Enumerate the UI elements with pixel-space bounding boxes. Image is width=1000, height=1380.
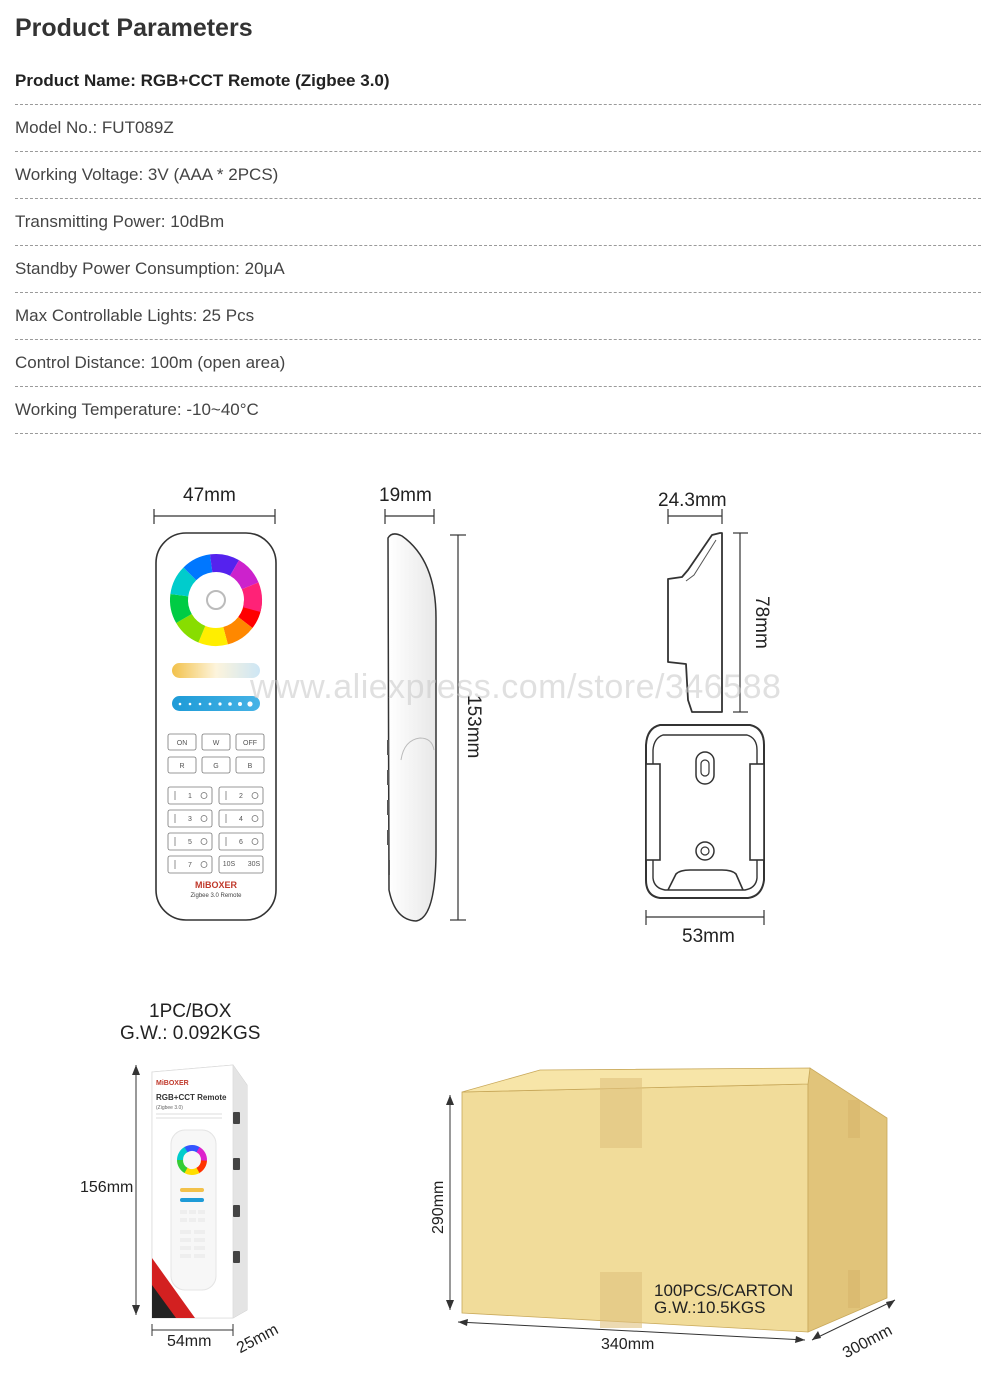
remote-front-drawing bbox=[154, 509, 276, 920]
btn-on: ON bbox=[176, 740, 188, 747]
param-row-distance: Control Distance: 100m (open area) bbox=[15, 340, 981, 387]
btn-zone-2: 2 bbox=[239, 793, 243, 800]
carton-height-label: 290mm bbox=[430, 1180, 447, 1234]
btn-b: B bbox=[247, 763, 253, 770]
btn-zone-1: 1 bbox=[188, 793, 192, 800]
watermark-text: www.aliexpress.com/store/346588 bbox=[250, 668, 782, 706]
param-row-power: Transmitting Power: 10dBm bbox=[15, 199, 981, 246]
box-product-subtitle: (Zigbee 3.0) bbox=[156, 1105, 183, 1111]
btn-zone-6: 6 bbox=[239, 839, 243, 846]
holder-height-label: 78mm bbox=[751, 596, 772, 649]
carton-length-label: 340mm bbox=[601, 1336, 655, 1353]
carton-depth-label: 300mm bbox=[840, 1321, 896, 1363]
param-row-standby: Standby Power Consumption: 20μA bbox=[15, 246, 981, 293]
btn-zone-4: 4 bbox=[239, 816, 243, 823]
btn-off: OFF bbox=[243, 740, 257, 747]
param-row-product-name: Product Name: RGB+CCT Remote (Zigbee 3.0) bbox=[15, 58, 981, 105]
box-height-label: 156mm bbox=[80, 1179, 134, 1196]
carton-weight-label: G.W.:10.5KGS bbox=[654, 1298, 766, 1317]
remote-model-text: Zigbee 3.0 Remote bbox=[190, 893, 242, 899]
box-product-name: RGB+CCT Remote bbox=[156, 1093, 227, 1102]
box-qty-label: 1PC/BOX bbox=[149, 1001, 232, 1022]
cct-slider-icon bbox=[172, 663, 260, 678]
holder-width-label: 53mm bbox=[682, 926, 735, 947]
btn-zone-7: 7 bbox=[188, 862, 192, 869]
btn-r: R bbox=[179, 763, 185, 770]
remote-side-drawing bbox=[385, 509, 466, 921]
btn-w: W bbox=[212, 740, 220, 747]
param-row-lights: Max Controllable Lights: 25 Pcs bbox=[15, 293, 981, 340]
btn-timer-30s: 30S bbox=[247, 861, 261, 868]
remote-height-label: 153mm bbox=[463, 695, 484, 759]
remote-brand-logo: MiBOXER bbox=[194, 880, 238, 890]
holder-depth-label: 24.3mm bbox=[658, 490, 727, 511]
page-title: Product Parameters bbox=[15, 14, 253, 42]
param-row-temperature: Working Temperature: -10~40°C bbox=[15, 387, 981, 434]
box-width-label: 54mm bbox=[167, 1333, 212, 1350]
remote-width-label: 47mm bbox=[183, 485, 236, 506]
holder-front-drawing bbox=[646, 725, 764, 925]
brightness-slider-icon bbox=[172, 696, 260, 711]
box-depth-label: 25mm bbox=[234, 1321, 282, 1358]
btn-zone-3: 3 bbox=[188, 816, 192, 823]
btn-zone-5: 5 bbox=[188, 839, 192, 846]
btn-timer-10s: 10S bbox=[222, 861, 236, 868]
param-row-model: Model No.: FUT089Z bbox=[15, 105, 981, 152]
box-brand-logo: MiBOXER bbox=[156, 1080, 189, 1087]
btn-g: G bbox=[213, 763, 219, 770]
box-weight-label: G.W.: 0.092KGS bbox=[120, 1023, 261, 1044]
remote-depth-label: 19mm bbox=[379, 485, 432, 506]
carton-qty-label: 100PCS/CARTON bbox=[654, 1281, 794, 1300]
single-box-drawing bbox=[132, 1065, 247, 1336]
param-row-voltage: Working Voltage: 3V (AAA * 2PCS) bbox=[15, 152, 981, 199]
